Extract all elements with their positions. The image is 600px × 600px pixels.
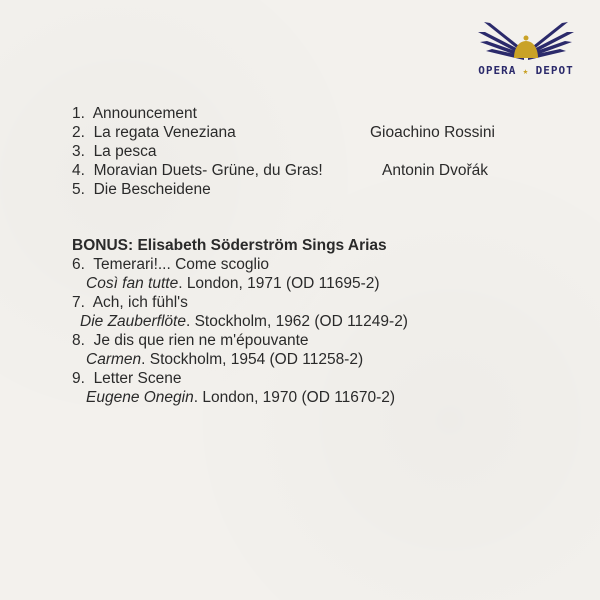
recording-details [72,312,552,331]
track-number: 3. [72,143,85,160]
bonus-track-row [72,331,552,350]
logo-wordmark [470,64,582,77]
opera-title: Carmen [86,351,142,368]
track-number: 6. [72,256,85,273]
track-title: La pesca [93,143,157,160]
track-number: 5. [72,181,85,198]
track-number: 7. [72,294,85,311]
recording-info: . Stockholm, 1962 (OD 11249-2) [185,313,408,330]
track-title: Die Bescheidene [93,181,211,198]
star-icon: ★ [516,67,536,77]
recording-info: . London, 1971 (OD 11695-2) [178,275,380,292]
recording-details [72,388,552,407]
winged-bell-icon [470,14,582,66]
bonus-track-row [72,255,552,274]
track-title: La regata Veneziana [93,124,236,141]
track-number: 2. [72,124,85,141]
opera-title: Die Zauberflöte [80,313,186,330]
track-title: Je dis que rien ne m'épouvante [93,332,309,349]
track-number: 4. [72,162,85,179]
track-row [72,161,552,180]
track-title: Moravian Duets- Grüne, du Gras! [93,162,323,179]
opera-title: Così fan tutte [86,275,179,292]
composer-name: Gioachino Rossini [370,124,495,141]
track-listing [72,104,552,407]
track-number: 1. [72,105,85,122]
composer-name: Antonin Dvořák [382,162,488,179]
track-number: 8. [72,332,85,349]
opera-title: Eugene Onegin [86,389,194,406]
track-title: Ach, ich fühl's [92,294,188,311]
track-title: Announcement [92,105,197,122]
track-number: 9. [72,370,85,387]
track-title: Letter Scene [93,370,182,387]
recording-details [72,350,552,369]
recording-details [72,274,552,293]
track-title: Temerari!... Come scoglio [93,256,270,273]
track-row [72,142,552,161]
opera-depot-logo [470,14,582,84]
bonus-track-row [72,369,552,388]
track-row [72,123,552,142]
track-row [72,180,552,199]
bonus-track-row [72,293,552,312]
track-row [72,104,552,123]
logo-word-right: DEPOT [535,64,574,77]
logo-word-left: OPERA [478,64,517,77]
bonus-heading: BONUS: Elisabeth Söderström Sings Arias [72,237,387,254]
recording-info: . London, 1970 (OD 11670-2) [193,389,396,406]
recording-info: . Stockholm, 1954 (OD 11258-2) [141,351,364,368]
